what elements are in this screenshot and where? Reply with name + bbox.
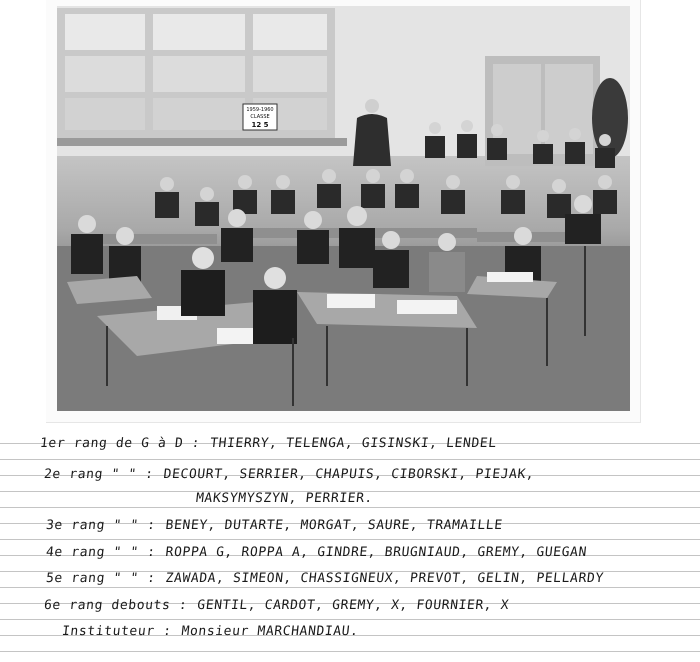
- row-label: Instituteur :: [61, 624, 173, 639]
- row-label: 6e rang debouts :: [43, 598, 189, 613]
- caption-row-2-continued: [195, 491, 374, 506]
- row-names: GENTIL, CARDOT, GREMY, X, FOURNIER, X: [196, 598, 510, 613]
- caption-teacher: [61, 624, 359, 639]
- row-names: ZAWADA, SIMEON, CHASSIGNEUX, PREVOT, GELIN, PELLARDY: [164, 571, 605, 586]
- caption-row-2: [43, 467, 535, 482]
- row-names: DECOURT, SERRIER, CHAPUIS, CIBORSKI, PIEJAK,: [162, 467, 536, 482]
- row-label: 4e rang " " :: [45, 545, 157, 560]
- class-photo-illustration: [57, 6, 630, 411]
- row-label: 2e rang " " :: [43, 467, 155, 482]
- row-label: 3e rang " " :: [45, 518, 157, 533]
- placard-line-1: 1959-1960: [246, 107, 274, 113]
- photo-frame: [46, 0, 641, 423]
- caption-row-4: [45, 545, 587, 560]
- row-names: MAKSYMYSZYN, PERRIER.: [195, 491, 374, 506]
- caption-row-6: [43, 598, 510, 613]
- placard-line-2: CLASSE: [250, 114, 270, 120]
- class-photo: [57, 6, 630, 411]
- row-names: BENEY, DUTARTE, MORGAT, SAURE, TRAMAILLE: [164, 518, 504, 533]
- row-names: ROPPA G, ROPPA A, GINDRE, BRUGNIAUD, GREMY, GUEGAN: [164, 545, 588, 560]
- caption-row-1: [39, 436, 497, 451]
- row-names: THIERRY, TELENGA, GISINSKI, LENDEL: [209, 436, 498, 451]
- row-label: 5e rang " " :: [45, 571, 157, 586]
- row-label: 1er rang de G à D :: [39, 436, 201, 451]
- class-placard: [243, 104, 277, 130]
- caption-row-5: [45, 571, 604, 586]
- caption-notebook: [0, 428, 700, 662]
- caption-row-3: [45, 518, 503, 533]
- placard-line-3: 12 5: [251, 121, 269, 129]
- row-names: Monsieur MARCHANDIAU.: [180, 624, 360, 639]
